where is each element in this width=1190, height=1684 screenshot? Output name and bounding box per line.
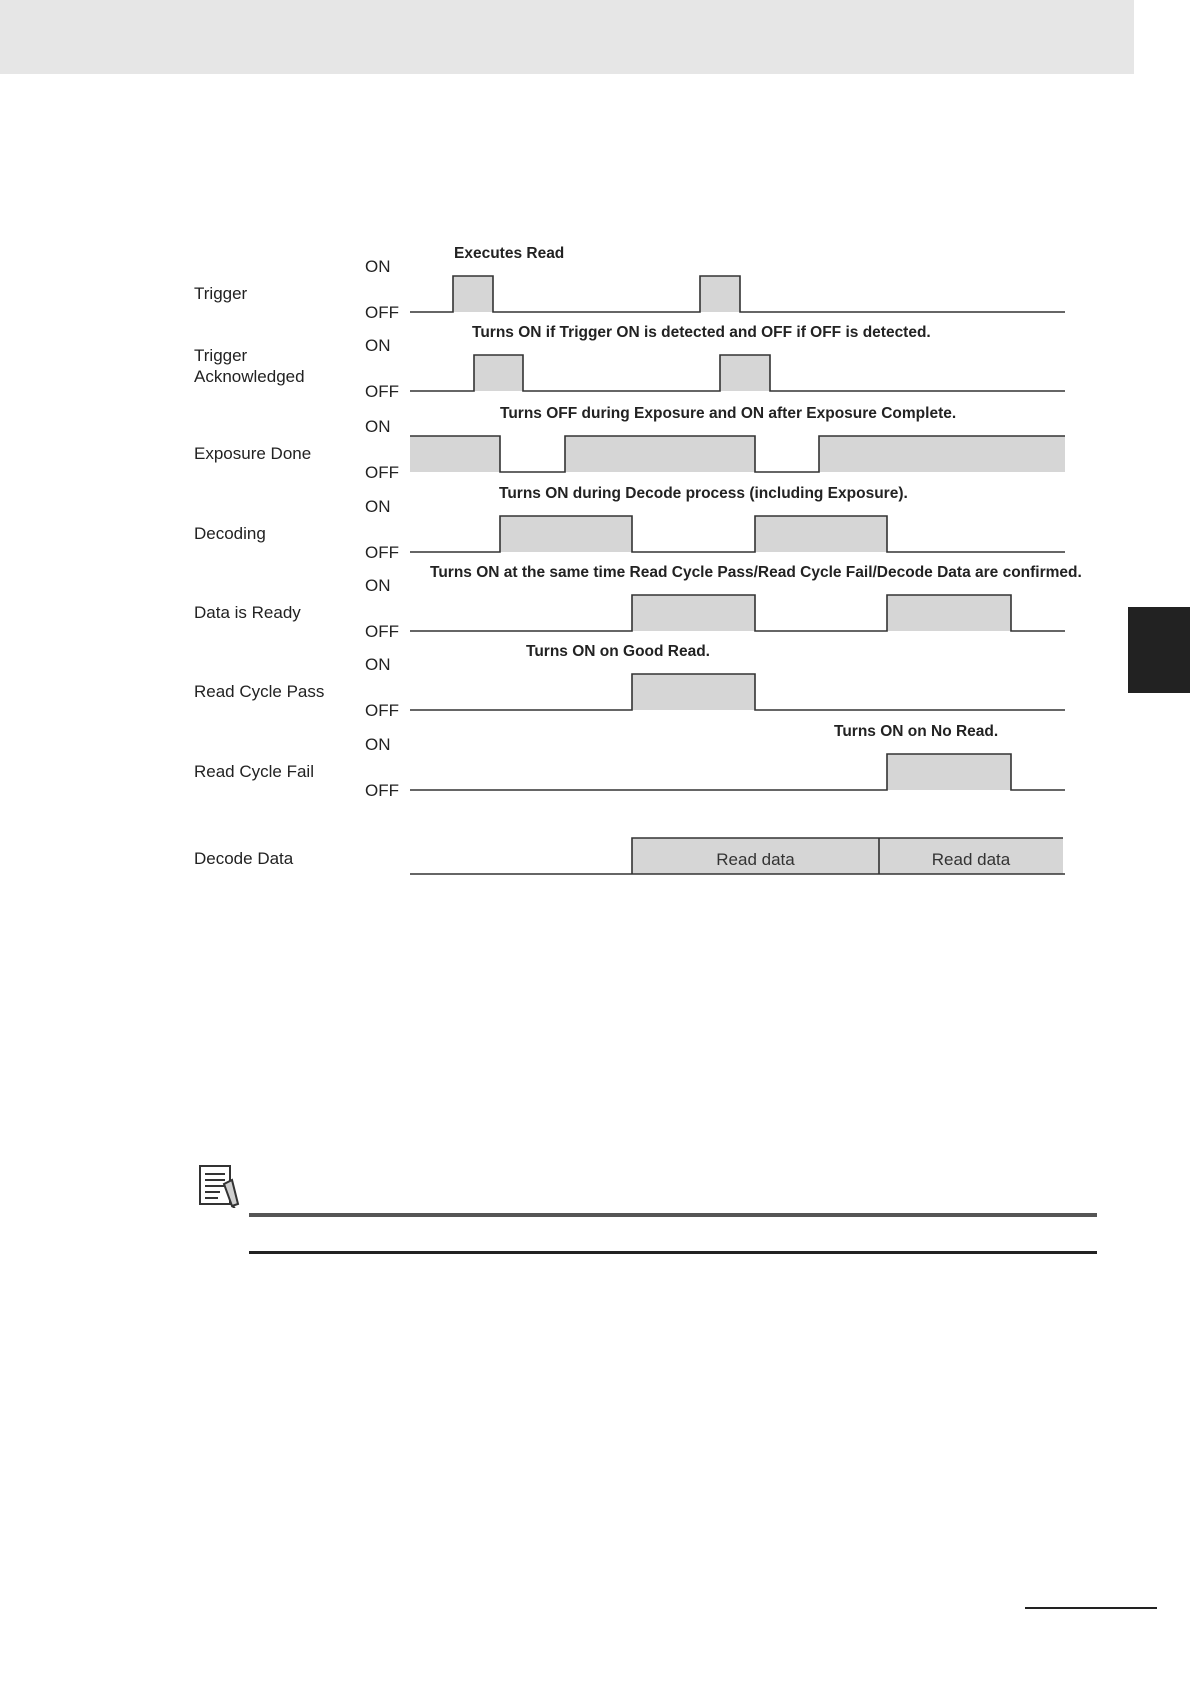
signal-annotation: Turns OFF during Exposure and ON after Exposure Complete. (500, 405, 957, 422)
state-on-label: ON (365, 497, 391, 516)
signal-high-band (700, 276, 740, 312)
signal-annotation: Turns ON at the same time Read Cycle Pass/Read Cycle Fail/Decode Data are confirmed. (430, 564, 1082, 581)
signal-annotation: Turns ON on Good Read. (526, 643, 710, 660)
signal-label: Data is Ready (194, 603, 301, 622)
state-on-label: ON (365, 655, 391, 674)
signal-label: Decoding (194, 524, 266, 543)
signal-annotation: Turns ON during Decode process (including Exposure). (499, 485, 908, 502)
signal-annotation: Turns ON if Trigger ON is detected and OFF if OFF is detected. (472, 324, 931, 341)
signal-annotation: Turns ON on No Read. (834, 723, 999, 740)
state-on-label: ON (365, 576, 391, 595)
state-off-label: OFF (365, 701, 399, 720)
signal-high-band (632, 674, 755, 710)
decode-data-label: Decode Data (194, 849, 294, 868)
state-off-label: OFF (365, 543, 399, 562)
state-on-label: ON (365, 257, 391, 276)
signal-high-band (887, 754, 1011, 790)
state-on-label: ON (365, 735, 391, 754)
signal-label: Read Cycle Fail (194, 762, 314, 781)
signal-label: Trigger (194, 284, 248, 303)
state-off-label: OFF (365, 622, 399, 641)
signal-high-band (565, 436, 755, 472)
signal-high-band (453, 276, 493, 312)
footer-rule (1025, 1607, 1157, 1609)
state-off-label: OFF (365, 303, 399, 322)
decode-data-segment-label: Read data (716, 850, 795, 869)
signal-high-band (755, 516, 887, 552)
state-off-label: OFF (365, 463, 399, 482)
signal-high-band (474, 355, 523, 391)
state-off-label: OFF (365, 382, 399, 401)
signal-high-band (819, 436, 1065, 472)
signal-high-band (887, 595, 1011, 631)
signal-high-band (410, 436, 500, 472)
signal-annotation: Executes Read (454, 245, 565, 262)
note-bottom-rule (249, 1251, 1097, 1254)
decode-data-segment-label: Read data (931, 850, 1011, 869)
signal-label: Acknowledged (194, 367, 305, 386)
signal-label: Trigger (194, 346, 248, 365)
state-on-label: ON (365, 417, 391, 436)
state-on-label: ON (365, 336, 391, 355)
note-top-rule (249, 1213, 1097, 1217)
note-icon (198, 1164, 244, 1208)
signal-label: Read Cycle Pass (194, 682, 325, 701)
state-off-label: OFF (365, 781, 399, 800)
signal-high-band (500, 516, 632, 552)
signal-label: Exposure Done (194, 444, 312, 463)
signal-high-band (720, 355, 770, 391)
signal-high-band (632, 595, 755, 631)
